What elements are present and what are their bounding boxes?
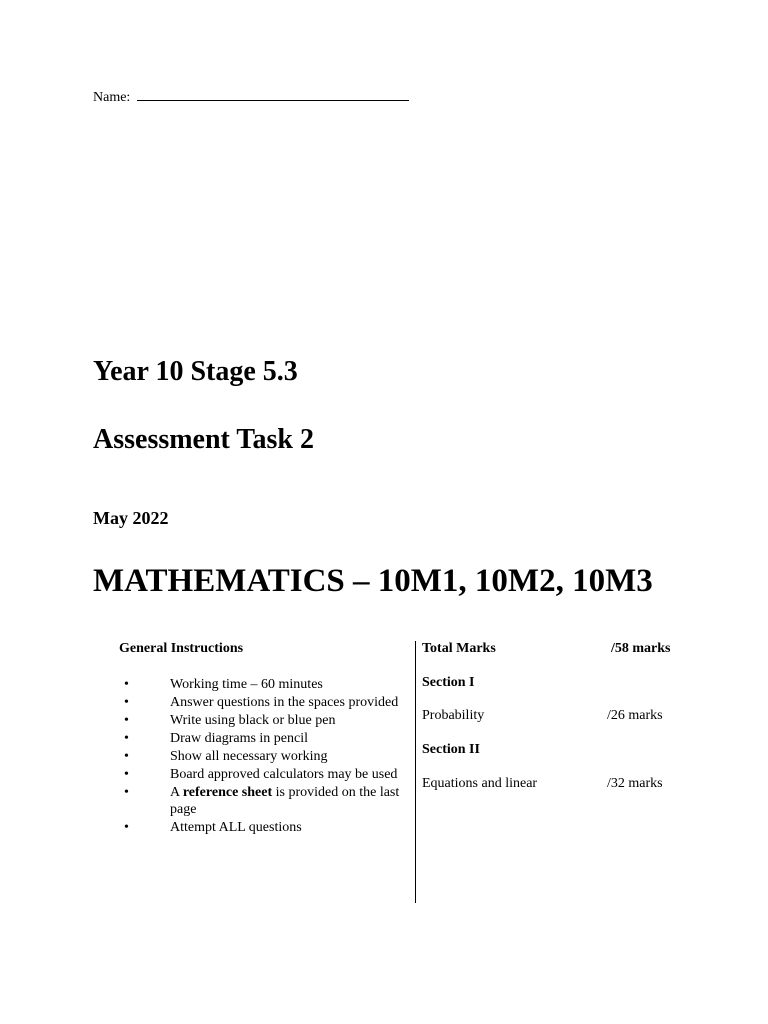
instruction-item: • Draw diagrams in pencil bbox=[124, 731, 309, 746]
bullet-icon: • bbox=[124, 731, 129, 746]
instruction-item: • Board approved calculators may be used bbox=[124, 767, 398, 782]
bullet-icon: • bbox=[124, 749, 129, 764]
assessment-task-heading: Assessment Task 2 bbox=[93, 424, 314, 455]
bullet-icon: • bbox=[124, 767, 129, 782]
bullet-icon: • bbox=[124, 677, 129, 692]
column-divider bbox=[415, 641, 416, 903]
instruction-item: • Attempt ALL questions bbox=[124, 820, 302, 835]
total-marks-value: /58 marks bbox=[611, 641, 671, 656]
bullet-icon: • bbox=[124, 695, 129, 710]
instruction-item: • Write using black or blue pen bbox=[124, 713, 336, 728]
bullet-icon: • bbox=[124, 820, 129, 835]
general-instructions-heading: General Instructions bbox=[119, 641, 244, 656]
bullet-icon: • bbox=[124, 785, 129, 800]
section-2-marks: /32 marks bbox=[607, 776, 663, 791]
name-blank-line bbox=[137, 88, 409, 101]
section-2-topic: Equations and linear bbox=[422, 776, 538, 791]
total-marks-label: Total Marks bbox=[422, 641, 496, 656]
instruction-item: • Answer questions in the spaces provided bbox=[124, 695, 399, 710]
exam-date: May 2022 bbox=[93, 508, 169, 528]
subject-heading: MATHEMATICS – 10M1, 10M2, 10M3 bbox=[93, 563, 653, 599]
year-stage-heading: Year 10 Stage 5.3 bbox=[93, 356, 298, 387]
section-1-marks: /26 marks bbox=[607, 708, 663, 723]
instruction-item: • Working time – 60 minutes bbox=[124, 677, 323, 692]
name-field bbox=[93, 88, 409, 106]
name-label: Name: bbox=[93, 90, 131, 105]
section-1-topic: Probability bbox=[422, 708, 485, 723]
bullet-icon: • bbox=[124, 713, 129, 728]
section-1-label: Section I bbox=[422, 675, 475, 690]
instruction-item: • Show all necessary working bbox=[124, 749, 328, 764]
reference-sheet-emphasis: reference sheet bbox=[182, 785, 273, 800]
instructions-list bbox=[120, 676, 410, 837]
section-2-label: Section II bbox=[422, 742, 480, 757]
instruction-item: • A reference sheet is provided on the last page bbox=[124, 785, 400, 817]
